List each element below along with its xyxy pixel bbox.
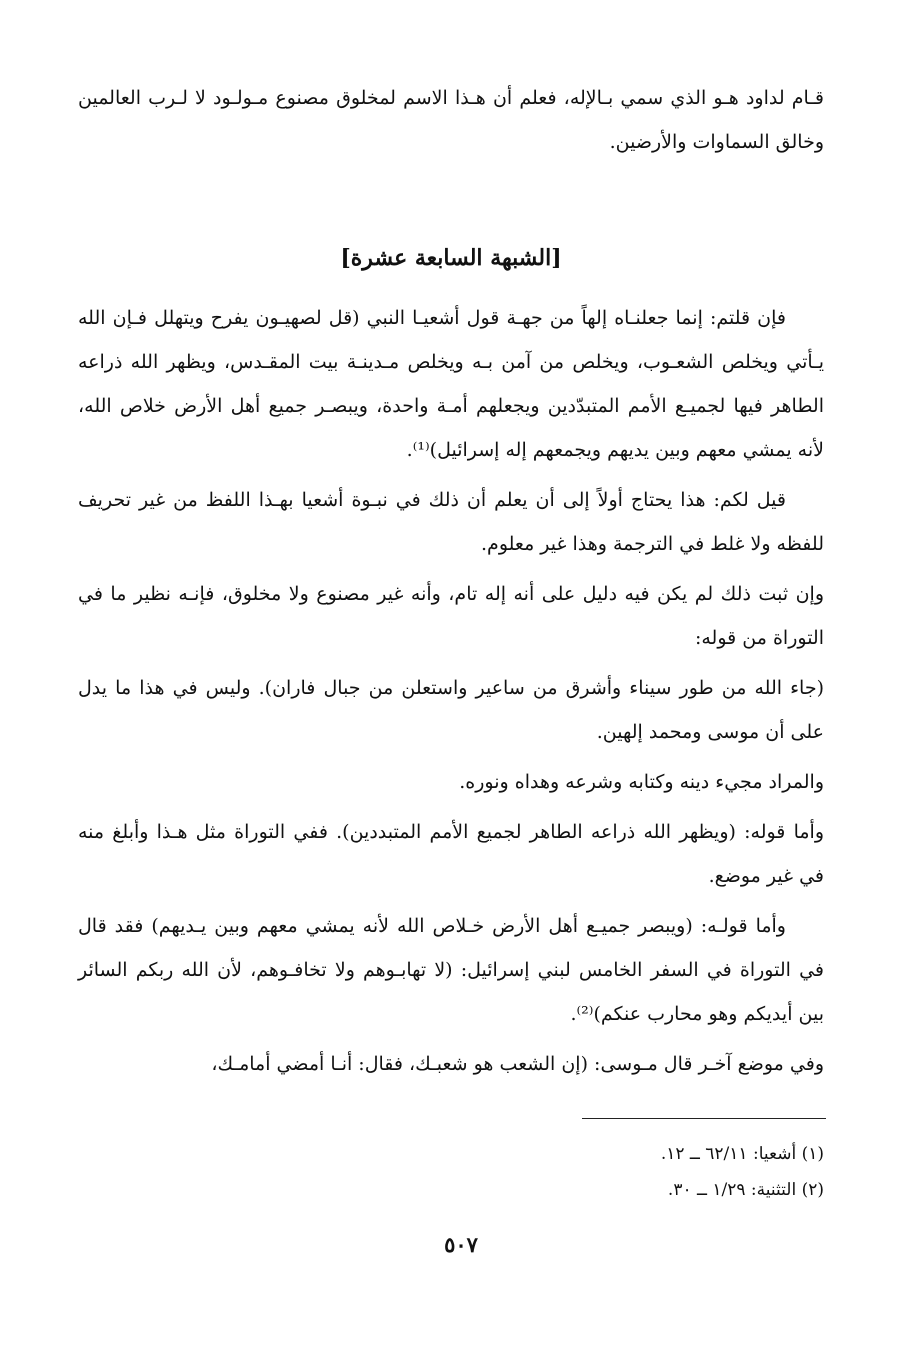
section-heading: [الشبهة السابعة عشرة] (340, 245, 562, 271)
paragraph-7: وأما قولـه: (ويبصر جميـع أهل الأرض خـلاص الله لأنه يمشي معهم وبين يـديهم) فقد قال في التوراة في السفر الخامس لبني إسرائيل: (لا تهابـوهم ولا تخافـوهم، لأن الله ربكم السائر بين أيديكم وهو محارب عنكم)⁽²⁾. (78, 915, 824, 1025)
paragraph-2: قيل لكم: هذا يحتاج أولاً إلى أن يعلم أن ذلك في نبـوة أشعيا بهـذا اللفظ من غير تحريف للفظه ولا غلط في الترجمة وهذا غير معلوم. (78, 489, 824, 555)
footnote-separator (582, 1118, 826, 1119)
opening-paragraph (78, 76, 824, 164)
footnote-1: (١) أشعيا: ٦٢/١١ ــ ١٢. (660, 1144, 824, 1164)
body-text (78, 296, 824, 1086)
paragraph-3: وإن ثبت ذلك لم يكن فيه دليل على أنه إله تام، وأنه غير مصنوع ولا مخلوق، فإنـه نظير ما في التوراة من قوله: (78, 583, 824, 649)
paragraph-1: فإن قلتم: إنما جعلنـاه إلهاً من جهـة قول أشعيـا النبي (قل لصهيـون يفرح ويتهلل فـإن الله يـأتي ويخلص الشعـوب، ويخلص من آمن بـه ويخلص مـدينـة بيت المقـدس، ويظهر الله ذراعه الطاهر فيها لجميـع الأمم المتبدّدين ويجعلهم أمـة واحدة، ويبصـر جميع أهل الأرض خلاص الله، لأنه يمشي معهم وبين يديهم ويجمعهم إله إسرائيل)⁽¹⁾. (78, 307, 824, 461)
paragraph-6: وأما قوله: (ويظهر الله ذراعه الطاهر لجميع الأمم المتبددين). ففي التوراة مثل هـذا وأبلغ منه في غير موضع. (78, 821, 824, 887)
paragraph-5: والمراد مجيء دينه وكتابه وشرعه وهداه ونوره. (459, 771, 824, 793)
page-number: ٥٠٧ (444, 1232, 478, 1257)
paragraph-8: وفي موضع آخـر قال مـوسى: (إن الشعب هو شعبـك، فقال: أنـا أمضي أمامـك، (211, 1053, 824, 1075)
paragraph-4: (جاء الله من طور سيناء وأشرق من ساعير واستعلن من جبال فاران). وليس في هذا ما يدل على أن موسى ومحمد إلهين. (78, 677, 824, 743)
paragraph-text: قـام لداود هـو الذي سمي بـالإله، فعلم أن هـذا الاسم لمخلوق مصنوع مـولـود لا لـرب العالمين وخالق السماوات والأرضين. (78, 87, 824, 153)
footnote-2: (٢) التثنية: ١/٢٩ ــ ٣٠. (667, 1180, 824, 1200)
